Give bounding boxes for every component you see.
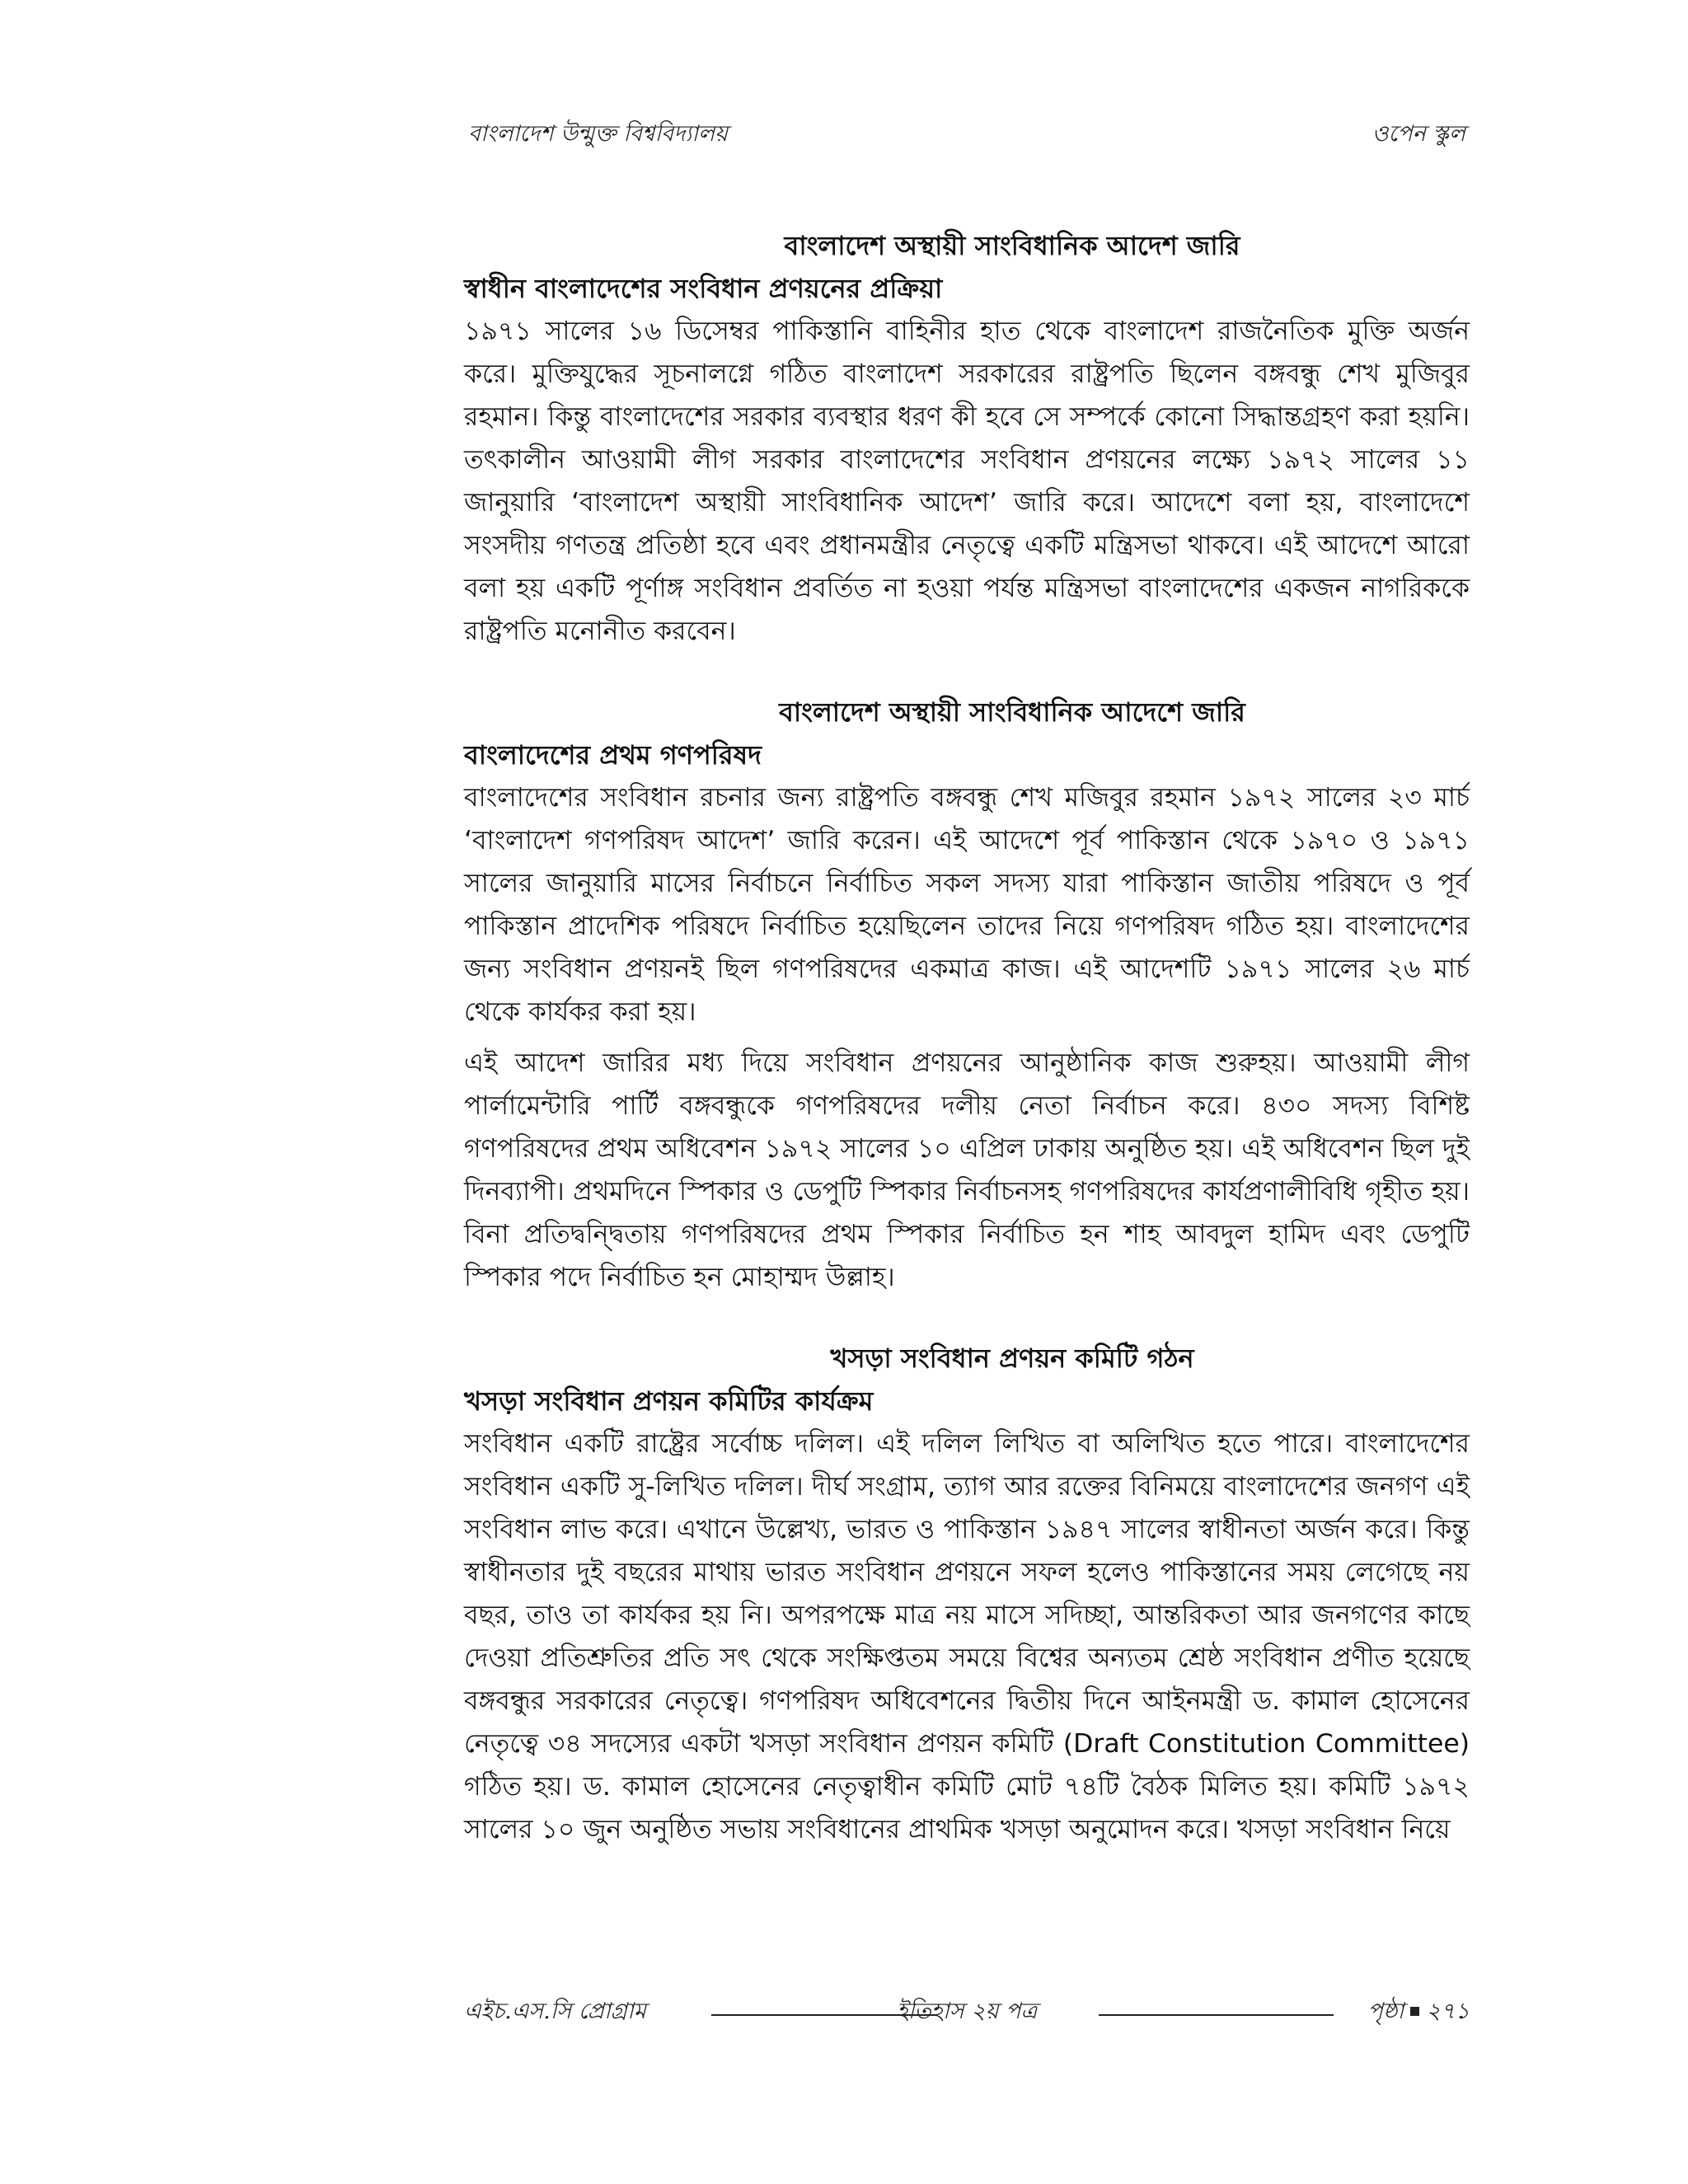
footer-page-number: ২৭১ [1426,1999,1470,2024]
footer-page-label: পৃষ্ঠা [1367,1999,1404,2024]
section-first-assembly [464,691,1470,1299]
section-draft-committee [464,1337,1470,1851]
header-institution: বাংলাদেশ উন্মুক্ত বিশ্ববিদ্যালয় [468,121,729,147]
paragraph: ১৯৭১ সালের ১৬ ডিসেম্বর পাকিস্তানি বাহিনীর হাত থেকে বাংলাদেশ রাজনৈতিক মুক্তি অর্জন করে। মুক্তিযুদ্ধের সূচনালগ্নে গঠিত বাংলাদেশ সরকারের রাষ্ট্রপতি ছিলেন বঙ্গবন্ধু শেখ মুজিবুর রহমান। কিন্তু বাংলাদেশের সরকার ব্যবস্থার ধরণ কী হবে সে সম্পর্কে কোনো সিদ্ধান্তগ্রহণ করা হয়নি। তৎকালীন আওয়ামী লীগ সরকার বাংলাদেশের সংবিধান প্রণয়নের লক্ষ্যে ১৯৭২ সালের ১১ জানুয়ারি ‘বাংলাদেশ অস্থায়ী সাংবিধানিক আদেশ’ জারি করে। আদেশে বলা হয়, বাংলাদেশে সংসদীয় গণতন্ত্র প্রতিষ্ঠা হবে এবং প্রধানমন্ত্রীর নেতৃত্বে একটি মন্ত্রিসভা থাকবে। এই আদেশে আরো বলা হয় একটি পূর্ণাঙ্গ সংবিধান প্রবর্তিত না হওয়া পর্যন্ত মন্ত্রিসভা বাংলাদেশের একজন নাগরিককে রাষ্ট্রপতি মনোনীত করবেন। [464,316,1470,646]
paragraph: এই আদেশ জারির মধ্য দিয়ে সংবিধান প্রণয়নের আনুষ্ঠানিক কাজ শুরুহয়। আওয়ামী লীগ পার্লামেন্টারি পার্টি বঙ্গবন্ধুকে গণপরিষদের দলীয় নেতা নির্বাচন করে। ৪৩০ সদস্য বিশিষ্ট গণপরিষদের প্রথম অধিবেশন ১৯৭২ সালের ১০ এপ্রিল ঢাকায় অনুষ্ঠিত হয়। এই অধিবেশন ছিল দুই দিনব্যাপী। প্রথমদিনে স্পিকার ও ডেপুটি স্পিকার নির্বাচনসহ গণপরিষদের কার্যপ্রণালীবিধি গৃহীত হয়। বিনা প্রতিদ্বন্দ্বিতায় গণপরিষদের প্রথম স্পিকার নির্বাচিত হন শাহ আবদুল হামিদ এবং ডেপুটি স্পিকার পদে নির্বাচিত হন মোহাম্মদ উল্লাহ। [464,1048,1470,1292]
section-title: খসড়া সংবিধান প্রণয়ন কমিটি গঠন [830,1343,1194,1374]
header-school: ওপেন স্কুল [1372,121,1465,147]
section-title: বাংলাদেশ অস্থায়ী সাংবিধানিক আদেশে জারি [779,696,1245,728]
section-subtitle: বাংলাদেশের প্রথম গণপরিষদ [464,739,762,771]
section-subtitle: খসড়া সংবিধান প্রণয়ন কমিটির কার্যক্রম [464,1385,874,1417]
footer-subject: ইতিহাস ২য় পত্র [896,1999,1038,2024]
section-title: বাংলাদেশ অস্থায়ী সাংবিধানিক আদেশ জারি [784,230,1240,261]
paragraph: বাংলাদেশের সংবিধান রচনার জন্য রাষ্ট্রপতি বঙ্গবন্ধু শেখ মজিবুর রহমান ১৯৭২ সালের ২৩ মার্চ ‘বাংলাদেশ গণপরিষদ আদেশ’ জারি করেন। এই আদেশে পূর্ব পাকিস্তান থেকে ১৯৭০ ও ১৯৭১ সালের জানুয়ারি মাসের নির্বাচনে নির্বাচিত সকল সদস্য যারা পাকিস্তান জাতীয় পরিষদে ও পূর্ব পাকিস্তান প্রাদেশিক পরিষদে নির্বাচিত হয়েছিলেন তাদের নিয়ে গণপরিষদ গঠিত হয়। বাংলাদেশের জন্য সংবিধান প্রণয়নই ছিল গণপরিষদের একমাত্র কাজ। এই আদেশটি ১৯৭১ সালের ২৬ মার্চ থেকে কার্যকর করা হয়। [464,783,1470,1027]
footer-rule-right [1099,2014,1334,2016]
running-header [468,117,1465,158]
paragraph: সংবিধান একটি রাষ্ট্রের সর্বোচ্চ দলিল। এই দলিল লিখিত বা অলিখিত হতে পারে। বাংলাদেশের সংবিধান একটি সু-লিখিত দলিল। দীর্ঘ সংগ্রাম, ত্যাগ আর রক্তের বিনিময়ে বাংলাদেশের জনগণ এই সংবিধান লাভ করে। এখানে উল্লেখ্য, ভারত ও পাকিস্তান ১৯৪৭ সালের স্বাধীনতা অর্জন করে। কিন্তু স্বাধীনতার দুই বছরের মাথায় ভারত সংবিধান প্রণয়নে সফল হলেও পাকিস্তানের সময় লেগেছে নয় বছর, তাও তা কার্যকর হয় নি। অপরপক্ষে মাত্র নয় মাসে সদিচ্ছা, আন্তরিকতা আর জনগণের কাছে দেওয়া প্রতিশ্রুতির প্রতি সৎ থেকে সংক্ষিপ্ততম সময়ে বিশ্বের অন্যতম শ্রেষ্ঠ সংবিধান প্রণীত হয়েছে বঙ্গবন্ধুর সরকারের নেতৃত্বে। গণপরিষদ অধিবেশনের দ্বিতীয় দিনে আইনমন্ত্রী ড. কামাল হোসেনের নেতৃত্বে ৩৪ সদস্যের একটা খসড়া সংবিধান প্রণয়ন কমিটি (Draft Constitution Committee) গঠিত হয়। ড. কামাল হোসেনের নেতৃত্বাধীন কমিটি মোট ৭৪টি বৈঠক মিলিত হয়। কমিটি ১৯৭২ সালের ১০ জুন অনুষ্ঠিত সভায় সংবিধানের প্রাথমিক খসড়া অনুমোদন করে। খসড়া সংবিধান নিয়ে [464,1429,1470,1844]
bullet-icon [1410,2007,1419,2016]
page-footer [464,1994,1470,2027]
section-subtitle: স্বাধীন বাংলাদেশের সংবিধান প্রণয়নের প্রক্রিয়া [464,273,943,304]
section-provisional-order [464,224,1470,653]
footer-page [1368,1994,1470,2032]
page-content [464,224,1470,1859]
footer-program: এইচ.এস.সি প্রোগ্রাম [464,1999,646,2024]
